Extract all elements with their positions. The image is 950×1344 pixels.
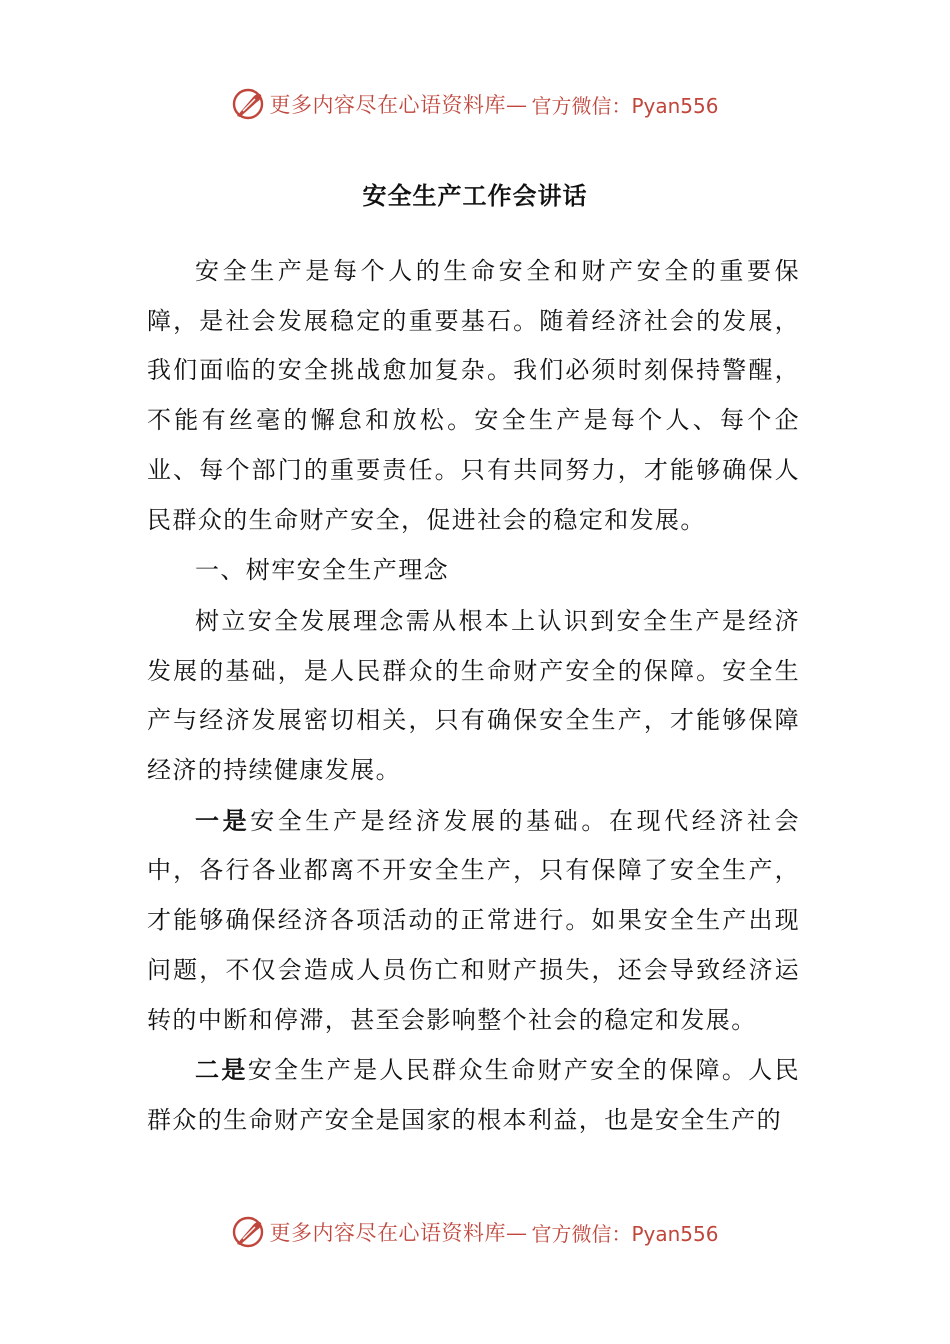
point-lead: 一是 xyxy=(195,805,251,835)
quill-pen-logo-icon xyxy=(231,1215,265,1249)
section-heading: 一、树牢安全生产理念 xyxy=(195,556,449,585)
paragraph-intro: 安全生产是每个人的生命安全和财产安全的重要保障，是社会发展稳定的重要基石。随着经济社会的发展，我们面临的安全挑战愈加复杂。我们必须时刻保持警醒，不能有丝毫的懈怠和放松。安全生产是每个人、每个企业、每个部门的重要责任。只有共同努力，才能够确保人民群众的生命财产安全，促进社会的稳定和发展。 xyxy=(147,257,800,534)
footer-watermark xyxy=(0,1212,950,1252)
document-body xyxy=(147,246,800,1146)
paragraph-point-one: 一是安全生产是经济发展的基础。在现代经济社会中，各行各业都离不开安全生产，只有保障了安全生产，才能够确保经济各项活动的正常进行。如果安全生产出现问题，不仅会造成人员伤亡和财产损失，还会导致经济运转的中断和停滞，甚至会影响整个社会的稳定和发展。 xyxy=(147,805,800,1034)
paragraph-concept: 树立安全发展理念需从根本上认识到安全生产是经济发展的基础，是人民群众的生命财产安全的保障。安全生产与经济发展密切相关，只有确保安全生产，才能够保障经济的持续健康发展。 xyxy=(147,606,800,785)
document-title: 安全生产工作会讲话 xyxy=(362,181,588,210)
paragraph-point-two: 二是安全生产是人民群众生命财产安全的保障。人民群众的生命财产安全是国家的根本利益，也是安全生产的 xyxy=(147,1055,800,1134)
watermark-brand-text: 更多内容尽在心语资料库— xyxy=(269,93,528,117)
header-watermark xyxy=(0,84,950,124)
watermark-contact-text: 官方微信：Pyan556 xyxy=(531,93,719,118)
point-lead: 二是 xyxy=(195,1055,248,1085)
quill-pen-logo-icon xyxy=(231,87,265,121)
watermark-brand-text: 更多内容尽在心语资料库— xyxy=(269,1221,528,1245)
watermark-contact-text: 官方微信：Pyan556 xyxy=(531,1221,719,1246)
